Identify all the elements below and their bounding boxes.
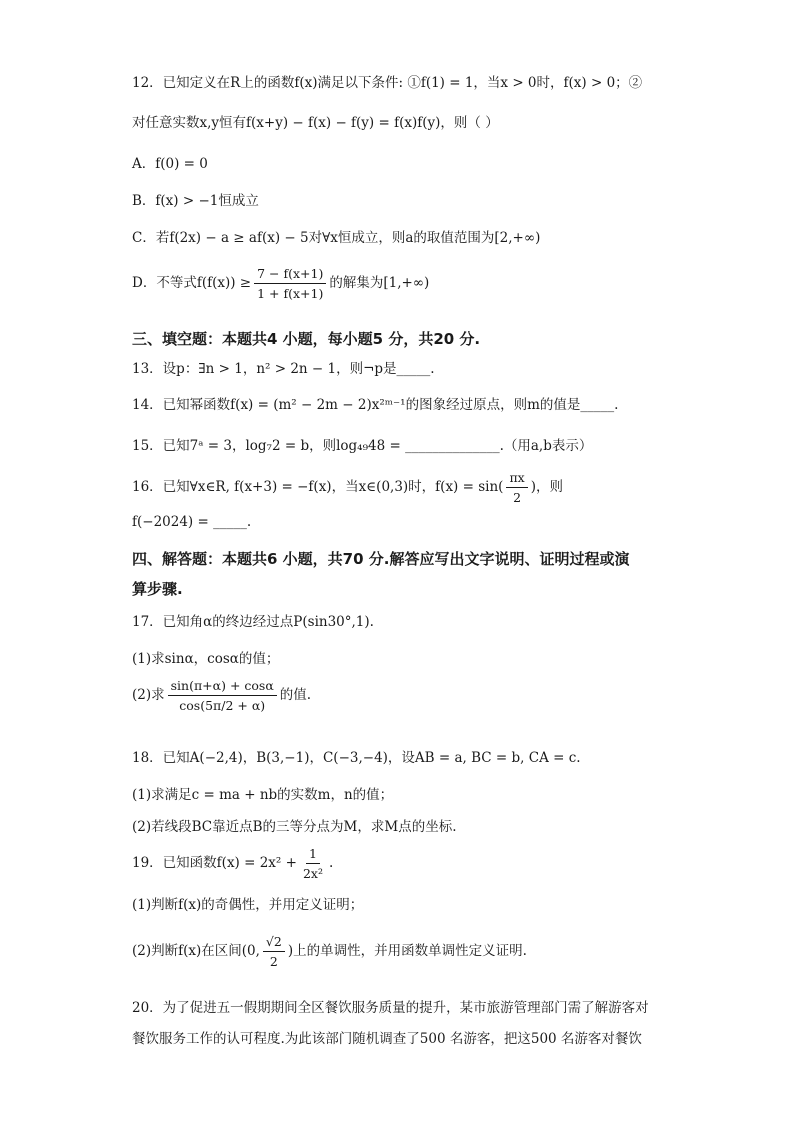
q18-line2: (1)求满足c = ma + nb的实数m，n的值；	[132, 787, 394, 803]
q20-line1: 20．为了促进五一假期期间全区餐饮服务质量的提升，某市旅游管理部门需了解游客对	[132, 1000, 649, 1016]
q13: 13．设p：∃n > 1，n² > 2n − 1，则¬p是_____.	[132, 361, 435, 377]
q17-line3-pre: (2)求	[132, 687, 165, 703]
q12-option-c: C．若f(2x) − a ≥ af(x) − 5对∀x恒成立，则a的取值范围为[2,+∞)	[132, 230, 541, 246]
q17-line3	[132, 678, 311, 713]
q17-line1: 17．已知角α的终边经过点P(sin30°,1).	[132, 614, 374, 630]
q19-interval-fraction	[263, 934, 285, 969]
q12-option-d	[132, 266, 429, 301]
q20-line2: 餐饮服务工作的认可程度.为此该部门随机调查了500 名游客，把这500 名游客对餐饮	[132, 1031, 642, 1047]
q17-line2: (1)求sinα，cosα的值；	[132, 651, 280, 667]
q19-line3-post: )上的单调性，并用函数单调性定义证明.	[287, 943, 527, 959]
section-4-heading-line2: 算步骤.	[132, 580, 183, 598]
section-3-heading: 三、填空题：本题共4 小题，每小题5 分，共20 分.	[132, 330, 481, 348]
q12-option-d-fraction	[254, 266, 326, 301]
q19-fraction	[300, 846, 326, 881]
q12-option-d-pre: D．不等式f(f(x)) ≥	[132, 275, 252, 291]
q16-line2: f(−2024) = _____.	[132, 514, 252, 530]
q19-line1	[132, 846, 333, 881]
q12-option-b: B．f(x) > −1恒成立	[132, 193, 259, 209]
fraction-denominator: 2	[269, 954, 278, 969]
q19-line2: (1)判断f(x)的奇偶性，并用定义证明；	[132, 897, 364, 913]
q14: 14．已知幂函数f(x) = (m² − 2m − 2)x²ᵐ⁻¹的图象经过原点，则m的值是_____.	[132, 397, 619, 413]
q19-line3	[132, 934, 527, 969]
fraction-numerator: sin(π+α) + cosα	[168, 678, 277, 696]
q16-fraction	[506, 470, 527, 505]
q15: 15．已知7ᵃ = 3，log₇2 = b，则log₄₉48 = ______________.（用a,b表示）	[132, 438, 593, 454]
q16-line1-pre: 16．已知∀x∈R, f(x+3) = −f(x)，当x∈(0,3)时，f(x) = sin(	[132, 479, 504, 495]
q12-line2: 对任意实数x,y恒有f(x+y) − f(x) − f(y) = f(x)f(y)，则（ ）	[132, 115, 499, 131]
fraction-denominator: cos(5π/2 + α)	[179, 698, 266, 713]
q19-line1-post: .	[328, 855, 334, 871]
fraction-numerator: 7 − f(x+1)	[254, 266, 326, 284]
q19-line3-pre: (2)判断f(x)在区间(0,	[132, 943, 260, 959]
q18-line1: 18．已知A(−2,4)，B(3,−1)，C(−3,−4)，设AB = a, BC = b, CA = c.	[132, 750, 581, 766]
q17-line3-post: 的值.	[279, 687, 312, 703]
q16-line1-post: )，则	[530, 479, 563, 495]
q16-line1	[132, 470, 563, 505]
q19-line1-pre: 19．已知函数f(x) = 2x² +	[132, 855, 297, 871]
q12-option-d-post: 的解集为[1,+∞)	[329, 275, 430, 291]
q17-fraction	[168, 678, 277, 713]
q18-line3: (2)若线段BC靠近点B的三等分点为M，求M点的坐标.	[132, 819, 457, 835]
q12-option-a: A．f(0) = 0	[132, 156, 208, 172]
fraction-numerator: πx	[506, 470, 527, 488]
fraction-denominator: 1 + f(x+1)	[257, 286, 324, 301]
fraction-denominator: 2x²	[302, 866, 323, 881]
section-4-heading-line1: 四、解答题：本题共6 小题，共70 分.解答应写出文字说明、证明过程或演	[132, 550, 630, 568]
fraction-denominator: 2	[513, 490, 522, 505]
fraction-numerator: √2	[263, 934, 285, 952]
q12-line1: 12．已知定义在R上的函数f(x)满足以下条件: ①f(1) = 1，当x > 0时，f(x) > 0；②	[132, 75, 643, 91]
fraction-numerator: 1	[306, 846, 320, 864]
